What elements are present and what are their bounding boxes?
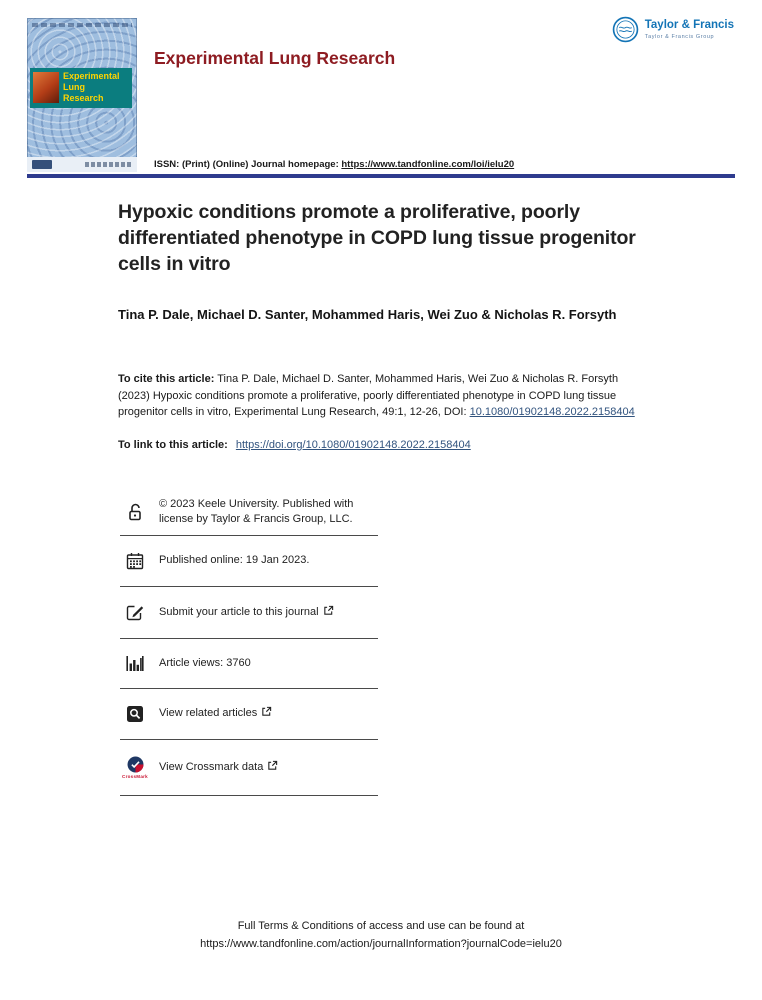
crossmark-row [120, 740, 378, 796]
article-views-row [120, 639, 378, 689]
cover-masthead-decoration [32, 23, 132, 27]
publisher-subname: Taylor & Francis Group [644, 33, 715, 40]
cite-doi-link[interactable]: 10.1080/01902148.2022.2158404 [469, 406, 635, 418]
issn-label: ISSN: (Print) (Online) Journal homepage: [154, 159, 339, 170]
citation-block [118, 371, 652, 421]
open-access-row [120, 489, 378, 536]
article-doi-link[interactable]: https://doi.org/10.1080/01902148.2022.2158404 [235, 439, 471, 451]
submit-article-link[interactable] [159, 605, 334, 620]
submit-compose-icon [122, 603, 148, 622]
cover-footer-decoration [85, 162, 131, 167]
external-link-icon [267, 760, 278, 771]
terms-footer [0, 918, 762, 953]
calendar-icon [122, 552, 148, 570]
cover-publisher-mark [32, 160, 52, 169]
related-articles-icon [122, 705, 148, 723]
open-access-lock-icon [122, 502, 148, 522]
taylor-francis-globe-icon [612, 16, 639, 48]
journal-cover-image [27, 18, 137, 172]
publisher-name: Taylor & Francis [644, 19, 734, 31]
article-authors: Tina P. Dale, Michael D. Santer, Mohammed Haris, Wei Zuo & Nicholas R. Forsyth [118, 307, 617, 322]
crossmark-icon [122, 756, 148, 779]
cover-photo-thumbnail [33, 72, 59, 103]
cite-text: Tina P. Dale, Michael D. Santer, Mohammed Haris, Wei Zuo & Nicholas R. Forsyth (2023) Hypoxic conditions promote a proliferative, poorly differentiated phenotype in COPD lung tissue progenitor cells in vitro, Experimental Lung Research, 49:1, 12-26, DOI: [118, 373, 619, 418]
article-actions-list [120, 489, 378, 796]
journal-title: Experimental Lung Research [154, 48, 396, 68]
license-text: © 2023 Keele University. Published with license by Taylor & Francis Group, LLC. [159, 498, 354, 525]
cover-footer-band [27, 157, 137, 172]
article-link-block [118, 439, 471, 451]
issn-homepage-line [154, 159, 514, 170]
published-online-text: Published online: 19 Jan 2023. [159, 554, 310, 567]
article-title: Hypoxic conditions promote a proliferative, poorly differentiated phenotype in COPD lung tissue progenitor cells in vitro [118, 201, 636, 275]
related-articles-label: View related articles [159, 707, 258, 720]
bar-chart-icon [122, 655, 148, 672]
related-articles-link[interactable] [159, 706, 272, 721]
terms-text: Full Terms & Conditions of access and use can be found at [237, 920, 525, 932]
related-articles-row [120, 689, 378, 740]
submit-article-label: Submit your article to this journal [159, 605, 319, 618]
external-link-icon [261, 706, 272, 717]
publisher-wordmark [645, 16, 734, 40]
cover-title-line: Lung [63, 81, 85, 92]
publisher-logo [612, 16, 734, 48]
cover-title-band [30, 68, 132, 108]
cover-journal-title [63, 71, 120, 103]
link-label: To link to this article: [118, 439, 228, 451]
journal-homepage-link[interactable]: https://www.tandfonline.com/loi/ielu20 [341, 159, 515, 170]
crossmark-label: View Crossmark data [159, 760, 264, 773]
cite-label: To cite this article: [118, 373, 215, 385]
crossmark-caption: CrossMark [122, 773, 148, 779]
header-divider-rule [27, 174, 735, 178]
published-online-row [120, 536, 378, 587]
submit-article-row [120, 587, 378, 639]
article-views-text: Article views: 3760 [159, 656, 251, 669]
cover-title-line: Research [63, 92, 104, 103]
terms-url[interactable]: https://www.tandfonline.com/action/journalInformation?journalCode=ielu20 [200, 937, 562, 950]
crossmark-link[interactable] [159, 760, 278, 775]
external-link-icon [323, 605, 334, 616]
cover-title-line: Experimental [63, 71, 120, 81]
